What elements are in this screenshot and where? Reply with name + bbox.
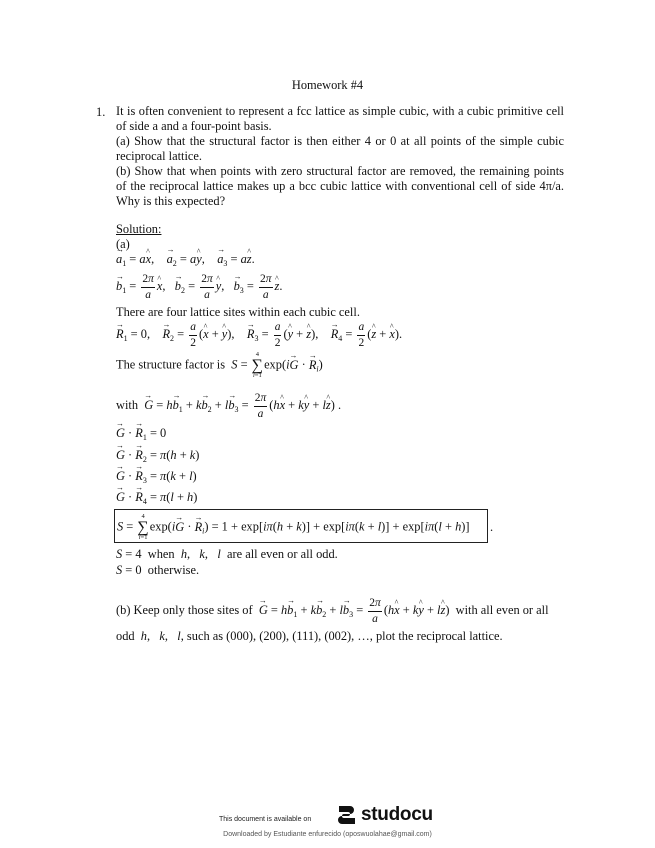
- equation-dot-1: → G · → $R_1 = 0$: [116, 427, 166, 439]
- four-sites-text: There are four lattice sites within each cubic cell.: [116, 305, 360, 319]
- s0-otherwise-label: otherwise.: [147, 563, 200, 577]
- result-period: .: [490, 520, 494, 534]
- equation-structure-factor-definition: The structure factor is S = 4 ∑ i=1 exp(i→ G · → $R_i$): [116, 352, 323, 379]
- equation-structure-factor-result: S = 4 ∑ i=1 exp(i→ G · → $R_i) = 1 + \exp[i\pi(h + k)] + \exp[i\pi(k + l)] + \exp[i\pi(l + h)]$: [117, 514, 470, 541]
- with-label: with: [116, 397, 139, 412]
- page-title: Homework #4: [291, 78, 364, 92]
- equation-s-equals-4: S = 4 when h, k, l are all even or all odd.: [116, 547, 338, 561]
- studocu-brand[interactable]: studocu: [361, 804, 433, 825]
- structure-factor-label: The structure factor is: [116, 357, 226, 372]
- problem-part-a: (a) Show that the structural factor is then either 4 or 0 at all points of the simple cubic reciprocal lattice.: [116, 134, 564, 163]
- solution-part-a-label: (a): [116, 237, 130, 251]
- equation-dot-2: → G · → $R_2 = \pi(h + k)$: [116, 449, 199, 461]
- problem-number: 1.: [96, 105, 106, 119]
- part-b-line-1: (b) Keep only those sites of → $G = h\to b_1 + k\to b_2 + l\to b_3$ = $\frac{2\pi}{a}$ (h^ x + k^ y + l^ z) with all even or all: [116, 597, 549, 625]
- equation-basis-positions: → $R_1 = 0$, → $R_2$ = $\frac{a}{2}$ (^ x + ^ y), → $R_3$ = $\frac{a}{2}$ (^ y + ^ z), → $R_4$ = $\frac{a}{2}$ (^ z + ^ x).: [116, 321, 402, 349]
- problem-intro: It is often convenient to represent a fcc lattice as simple cubic, with a cubic primitive cell of side a and a four-point basis.: [116, 104, 564, 133]
- s4-tail-text: are all even or all odd.: [226, 547, 338, 561]
- part-b-line-2: odd h, k, l, such as (000), (200), (111), (002), …, plot the reciprocal lattice.: [116, 629, 503, 643]
- footer-available-text: This document is available on: [219, 816, 312, 823]
- studocu-logo-icon: [334, 803, 358, 827]
- part-b-odd-text: odd: [116, 629, 135, 643]
- footer-downloaded-text: Downloaded by Estudiante enfurecido (oposwuolahae@gmail.com): [223, 831, 432, 838]
- equation-primitive-vectors: → $a_1$ = a^ x, → $a_2$ = a^ y, → $a_3$ = a^ z.: [116, 253, 255, 265]
- problem-part-b: (b) Show that when points with zero structural factor are removed, the remaining points of the reciprocal lattice makes up a bcc cubic lattice with conventional cell of side 4π/a. Why is this expected?: [116, 164, 564, 208]
- equation-reciprocal-vectors: → $b_1$ = $\frac{2\pi}{a}$ ^ x, → $b_2$ = $\frac{2\pi}{a}$ ^ y, → $b_3$ = $\frac{2\pi}{a}$ ^ z.: [116, 273, 282, 301]
- part-b-mid-text: with all even or all: [455, 602, 549, 617]
- equation-dot-3: → G · → $R_3 = \pi(k + l)$: [116, 470, 197, 482]
- equation-s-equals-0: S = 0 otherwise.: [116, 563, 200, 577]
- part-b-lead-text: (b) Keep only those sites of: [116, 602, 253, 617]
- equation-reciprocal-lattice-vector: with → $G = h\to b_1 + k\to b_2 + l\to b_3$ = $\frac{2\pi}{a}$ (h^ x + k^ y + l^ z) .: [116, 392, 341, 420]
- s4-when-label: when: [147, 547, 175, 561]
- part-b-tail-text: , such as (000), (200), (111), (002), …, plot the reciprocal lattice.: [180, 629, 503, 643]
- equation-dot-4: → G · → $R_4 = \pi(l + h)$: [116, 491, 197, 503]
- solution-heading: Solution:: [116, 222, 162, 236]
